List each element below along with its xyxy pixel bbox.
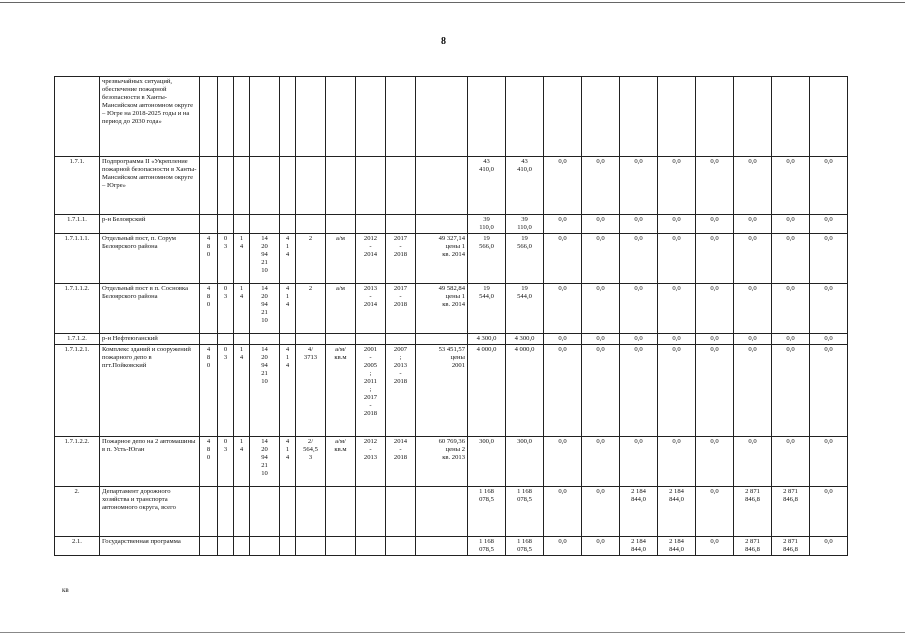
table-row (55, 234, 848, 284)
cell-value-9: 0,0 (772, 334, 810, 345)
cell-code-2 (218, 334, 234, 345)
cell-estimated-cost: 49 327,14 цены 1 кв. 2014 (416, 234, 468, 284)
cell-estimated-cost (416, 215, 468, 234)
cell-row-name: Отдельный пост в п. Сосновка Белоярского района (100, 284, 200, 334)
cell-value-10: 0,0 (810, 215, 848, 234)
cell-row-name: Подпрограмма II «Укрепление пожарной безопасности в Ханты-Мансийском автономном округе – Югре» (100, 157, 200, 215)
cell-code-2 (218, 537, 234, 556)
cell-year-start (356, 537, 386, 556)
cell-code-4 (250, 334, 280, 345)
cell-code-2 (218, 215, 234, 234)
cell-year-end: 2014 - 2018 (386, 437, 416, 487)
cell-code-5 (280, 487, 296, 537)
cell-capacity (296, 334, 326, 345)
bottom-scan-line (0, 632, 905, 633)
cell-value-2 (506, 77, 544, 157)
cell-value-2: 4 000,0 (506, 345, 544, 437)
cell-code-3: 1 4 (234, 437, 250, 487)
cell-code-4 (250, 537, 280, 556)
cell-code-2 (218, 487, 234, 537)
table-row (55, 537, 848, 556)
cell-value-3: 0,0 (544, 537, 582, 556)
cell-code-3 (234, 215, 250, 234)
cell-value-1: 19 544,0 (468, 284, 506, 334)
cell-value-8: 0,0 (734, 437, 772, 487)
cell-value-7: 0,0 (696, 284, 734, 334)
cell-value-4 (582, 77, 620, 157)
cell-value-7: 0,0 (696, 334, 734, 345)
cell-row-name: Пожарное депо на 2 автомашины в п. Усть-Юган (100, 437, 200, 487)
cell-value-9: 2 871 846,8 (772, 537, 810, 556)
cell-capacity (296, 487, 326, 537)
cell-code-5 (280, 77, 296, 157)
cell-value-3: 0,0 (544, 234, 582, 284)
cell-code-1 (200, 487, 218, 537)
cell-row-name: р-н Нефтеюганский (100, 334, 200, 345)
cell-code-4: 14 20 94 21 10 (250, 437, 280, 487)
cell-code-5 (280, 157, 296, 215)
table-row (55, 157, 848, 215)
cell-value-4: 0,0 (582, 334, 620, 345)
cell-code-5: 4 1 4 (280, 437, 296, 487)
cell-value-4: 0,0 (582, 487, 620, 537)
cell-capacity: 2 (296, 234, 326, 284)
cell-value-3: 0,0 (544, 215, 582, 234)
cell-unit: а/м (326, 284, 356, 334)
cell-estimated-cost: 49 582,84 цены 1 кв. 2014 (416, 284, 468, 334)
cell-code-2: 0 3 (218, 234, 234, 284)
cell-code-2 (218, 77, 234, 157)
cell-value-1: 19 566,0 (468, 234, 506, 284)
cell-value-5: 0,0 (620, 334, 658, 345)
cell-row-name: Государственная программа (100, 537, 200, 556)
cell-code-3 (234, 487, 250, 537)
cell-capacity: 2 (296, 284, 326, 334)
cell-year-end: 2007 ; 2013 - 2018 (386, 345, 416, 437)
cell-value-8: 0,0 (734, 157, 772, 215)
cell-value-3: 0,0 (544, 487, 582, 537)
cell-value-8: 2 871 846,8 (734, 487, 772, 537)
cell-code-4: 14 20 94 21 10 (250, 345, 280, 437)
cell-unit (326, 157, 356, 215)
cell-value-7: 0,0 (696, 487, 734, 537)
cell-value-6: 0,0 (658, 215, 696, 234)
cell-code-4 (250, 157, 280, 215)
cell-value-2: 300,0 (506, 437, 544, 487)
cell-value-3 (544, 77, 582, 157)
table-row (55, 334, 848, 345)
cell-value-1: 39 110,0 (468, 215, 506, 234)
cell-value-5: 0,0 (620, 345, 658, 437)
cell-row-name: р-н Белоярский (100, 215, 200, 234)
cell-value-10: 0,0 (810, 437, 848, 487)
cell-value-10: 0,0 (810, 487, 848, 537)
cell-value-10: 0,0 (810, 284, 848, 334)
cell-value-8: 0,0 (734, 215, 772, 234)
cell-value-9: 0,0 (772, 345, 810, 437)
cell-code-1 (200, 157, 218, 215)
cell-value-2: 1 168 078,5 (506, 537, 544, 556)
cell-capacity (296, 157, 326, 215)
cell-code-3 (234, 334, 250, 345)
table-row (55, 487, 848, 537)
cell-value-9: 0,0 (772, 215, 810, 234)
cell-capacity (296, 77, 326, 157)
cell-code-3 (234, 77, 250, 157)
cell-value-6: 0,0 (658, 437, 696, 487)
cell-code-1 (200, 215, 218, 234)
cell-code-4: 14 20 94 21 10 (250, 234, 280, 284)
cell-value-4: 0,0 (582, 215, 620, 234)
cell-unit (326, 334, 356, 345)
cell-value-9: 2 871 846,8 (772, 487, 810, 537)
cell-year-start (356, 487, 386, 537)
cell-value-8: 0,0 (734, 234, 772, 284)
cell-year-start: 2012 - 2014 (356, 234, 386, 284)
cell-year-start: 2013 - 2014 (356, 284, 386, 334)
cell-code-4 (250, 215, 280, 234)
cell-row-number: 1.7.1.2. (55, 334, 100, 345)
cell-code-1 (200, 77, 218, 157)
cell-row-number: 2.1. (55, 537, 100, 556)
cell-estimated-cost: 53 451,57 цены 2001 (416, 345, 468, 437)
cell-estimated-cost (416, 487, 468, 537)
cell-value-10: 0,0 (810, 157, 848, 215)
cell-value-8 (734, 77, 772, 157)
budget-table (54, 76, 848, 556)
cell-code-3 (234, 157, 250, 215)
cell-year-start (356, 157, 386, 215)
cell-unit (326, 537, 356, 556)
cell-value-9: 0,0 (772, 234, 810, 284)
cell-code-2 (218, 157, 234, 215)
cell-value-7: 0,0 (696, 234, 734, 284)
cell-value-5: 0,0 (620, 157, 658, 215)
cell-value-7: 0,0 (696, 215, 734, 234)
cell-value-6: 0,0 (658, 234, 696, 284)
cell-value-8: 2 871 846,8 (734, 537, 772, 556)
cell-code-1: 4 8 0 (200, 345, 218, 437)
cell-estimated-cost: 60 769,36 цены 2 кв. 2013 (416, 437, 468, 487)
cell-value-3: 0,0 (544, 157, 582, 215)
cell-capacity: 2/ 564,5 3 (296, 437, 326, 487)
cell-code-3 (234, 537, 250, 556)
cell-row-number: 1.7.1.1. (55, 215, 100, 234)
cell-year-start (356, 77, 386, 157)
cell-value-2: 4 300,0 (506, 334, 544, 345)
cell-value-4: 0,0 (582, 284, 620, 334)
cell-capacity (296, 215, 326, 234)
cell-value-9: 0,0 (772, 157, 810, 215)
cell-value-2: 43 410,0 (506, 157, 544, 215)
cell-year-start: 2012 - 2013 (356, 437, 386, 487)
cell-year-end (386, 487, 416, 537)
cell-value-2: 19 544,0 (506, 284, 544, 334)
cell-row-number: 1.7.1.2.1. (55, 345, 100, 437)
cell-row-number (55, 77, 100, 157)
cell-year-end (386, 77, 416, 157)
cell-value-2: 19 566,0 (506, 234, 544, 284)
cell-code-4 (250, 487, 280, 537)
table-row (55, 77, 848, 157)
cell-value-7: 0,0 (696, 157, 734, 215)
cell-code-3: 1 4 (234, 284, 250, 334)
cell-value-9: 0,0 (772, 437, 810, 487)
cell-code-5: 4 1 4 (280, 284, 296, 334)
cell-year-end: 2017 - 2018 (386, 284, 416, 334)
cell-code-3: 1 4 (234, 345, 250, 437)
cell-unit: а/м (326, 234, 356, 284)
cell-value-10: 0,0 (810, 537, 848, 556)
cell-value-5: 2 184 844,0 (620, 487, 658, 537)
cell-estimated-cost (416, 334, 468, 345)
cell-value-6 (658, 77, 696, 157)
cell-value-1: 300,0 (468, 437, 506, 487)
cell-row-number: 1.7.1.1.1. (55, 234, 100, 284)
cell-value-8: 0,0 (734, 284, 772, 334)
cell-value-1 (468, 77, 506, 157)
cell-row-number: 1.7.1. (55, 157, 100, 215)
cell-code-5 (280, 215, 296, 234)
cell-value-6: 2 184 844,0 (658, 487, 696, 537)
cell-value-7: 0,0 (696, 537, 734, 556)
cell-value-1: 1 168 078,5 (468, 487, 506, 537)
cell-code-1: 4 8 0 (200, 284, 218, 334)
cell-row-number: 1.7.1.1.2. (55, 284, 100, 334)
cell-row-number: 1.7.1.2.2. (55, 437, 100, 487)
cell-value-1: 4 300,0 (468, 334, 506, 345)
cell-value-4: 0,0 (582, 345, 620, 437)
cell-year-start (356, 215, 386, 234)
cell-year-end (386, 215, 416, 234)
cell-value-5: 0,0 (620, 284, 658, 334)
cell-code-5: 4 1 4 (280, 345, 296, 437)
cell-value-7: 0,0 (696, 345, 734, 437)
cell-code-4: 14 20 94 21 10 (250, 284, 280, 334)
cell-value-3: 0,0 (544, 345, 582, 437)
cell-code-5: 4 1 4 (280, 234, 296, 284)
cell-row-number: 2. (55, 487, 100, 537)
table-row (55, 345, 848, 437)
cell-value-10: 0,0 (810, 334, 848, 345)
cell-capacity: 4/ 3713 (296, 345, 326, 437)
cell-value-7 (696, 77, 734, 157)
top-scan-line (0, 2, 905, 3)
cell-value-9: 0,0 (772, 284, 810, 334)
cell-value-4: 0,0 (582, 234, 620, 284)
cell-value-7: 0,0 (696, 437, 734, 487)
cell-value-10: 0,0 (810, 234, 848, 284)
cell-year-end: 2017 - 2018 (386, 234, 416, 284)
cell-value-2: 1 168 078,5 (506, 487, 544, 537)
cell-year-end (386, 157, 416, 215)
cell-year-end (386, 334, 416, 345)
cell-code-1 (200, 334, 218, 345)
cell-code-2: 0 3 (218, 437, 234, 487)
cell-value-1: 43 410,0 (468, 157, 506, 215)
cell-row-name: Отдельный пост, п. Сорум Белоярского района (100, 234, 200, 284)
cell-value-2: 39 110,0 (506, 215, 544, 234)
cell-value-5: 0,0 (620, 215, 658, 234)
cell-code-5 (280, 537, 296, 556)
cell-value-5: 2 184 844,0 (620, 537, 658, 556)
cell-unit (326, 487, 356, 537)
cell-value-6: 0,0 (658, 157, 696, 215)
cell-code-1: 4 8 0 (200, 234, 218, 284)
cell-value-5 (620, 77, 658, 157)
cell-code-1: 4 8 0 (200, 437, 218, 487)
cell-unit: а/м/ кв.м (326, 345, 356, 437)
cell-value-10: 0,0 (810, 345, 848, 437)
cell-value-5: 0,0 (620, 234, 658, 284)
cell-code-5 (280, 334, 296, 345)
cell-code-2: 0 3 (218, 345, 234, 437)
cell-year-start: 2001 - 2005 ; 2011 ; 2017 - 2018 (356, 345, 386, 437)
cell-value-3: 0,0 (544, 334, 582, 345)
cell-value-6: 0,0 (658, 345, 696, 437)
table-row (55, 284, 848, 334)
cell-value-1: 1 168 078,5 (468, 537, 506, 556)
cell-value-6: 0,0 (658, 284, 696, 334)
cell-unit (326, 77, 356, 157)
page-number: 8 (441, 36, 446, 47)
cell-estimated-cost (416, 157, 468, 215)
cell-value-1: 4 000,0 (468, 345, 506, 437)
footer-note: кв (62, 586, 69, 594)
cell-row-name: чрезвычайных ситуаций, обеспечение пожарной безопасности в Ханты-Мансийском автономном округе – Югре на 2018-2025 годы и на период до 2030 года» (100, 77, 200, 157)
cell-code-4 (250, 77, 280, 157)
cell-value-3: 0,0 (544, 284, 582, 334)
cell-value-8: 0,0 (734, 345, 772, 437)
cell-row-name: Департамент дорожного хозяйства и транспорта автономного округа, всего (100, 487, 200, 537)
cell-value-3: 0,0 (544, 437, 582, 487)
cell-value-4: 0,0 (582, 157, 620, 215)
cell-unit: а/м/ кв.м (326, 437, 356, 487)
cell-value-6: 2 184 844,0 (658, 537, 696, 556)
cell-value-4: 0,0 (582, 537, 620, 556)
cell-code-3: 1 4 (234, 234, 250, 284)
cell-year-end (386, 537, 416, 556)
cell-year-start (356, 334, 386, 345)
cell-value-6: 0,0 (658, 334, 696, 345)
table-row (55, 437, 848, 487)
table-row (55, 215, 848, 234)
cell-value-8: 0,0 (734, 334, 772, 345)
cell-estimated-cost (416, 537, 468, 556)
cell-value-9 (772, 77, 810, 157)
cell-code-2: 0 3 (218, 284, 234, 334)
cell-value-4: 0,0 (582, 437, 620, 487)
cell-unit (326, 215, 356, 234)
cell-value-10 (810, 77, 848, 157)
cell-capacity (296, 537, 326, 556)
cell-code-1 (200, 537, 218, 556)
cell-row-name: Комплекс зданий и сооружений пожарного депо в пгт.Пойковский (100, 345, 200, 437)
cell-value-5: 0,0 (620, 437, 658, 487)
cell-estimated-cost (416, 77, 468, 157)
